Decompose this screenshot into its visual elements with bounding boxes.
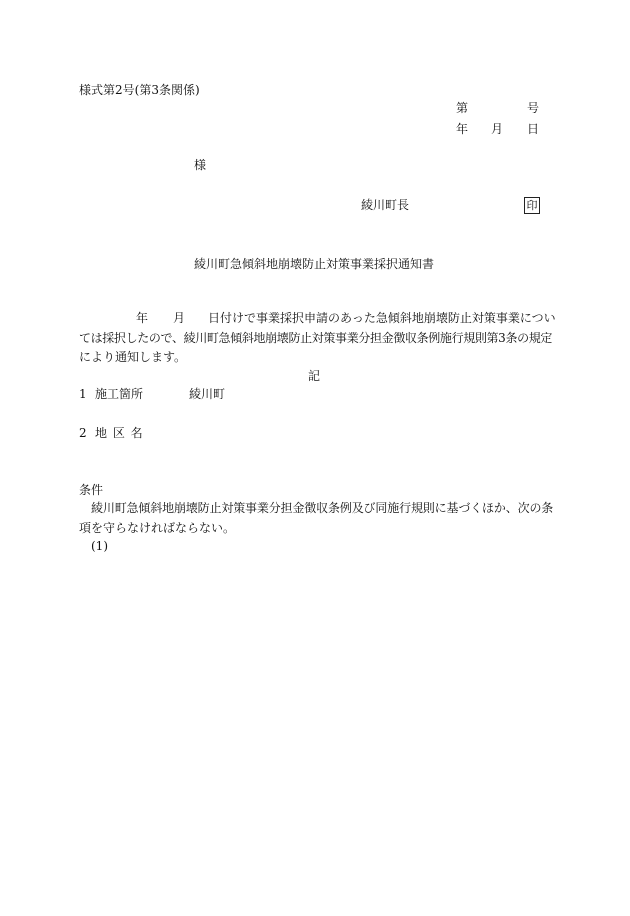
seal-label: 印 <box>526 199 538 212</box>
issue-date-day: 日 <box>527 122 540 136</box>
item-2-number: 2 <box>79 426 87 440</box>
ki-heading: 記 <box>308 369 321 383</box>
item-1-value: 綾川町 <box>189 387 226 401</box>
item-1-number: 1 <box>79 387 87 401</box>
condition-item-1: (1) <box>91 539 108 553</box>
issue-date-year: 年 <box>456 122 469 136</box>
document-number-suffix: 号 <box>527 101 540 115</box>
official-seal <box>524 197 540 214</box>
issuer-name: 綾川町長 <box>361 198 410 212</box>
body-date-year: 年 <box>136 311 149 325</box>
conditions-text-line-1: 綾川町急傾斜地崩壊防止対策事業分担金徴収条例及び同施行規則に基づくほか、次の条 <box>91 501 554 515</box>
body-line-2: ては採択したので、綾川町急傾斜地崩壊防止対策事業分担金徴収条例施行規則第3条の規定 <box>79 331 553 345</box>
body-line-3: により通知します。 <box>79 350 187 364</box>
addressee-honorific: 様 <box>194 158 207 172</box>
conditions-heading: 条件 <box>79 483 104 497</box>
body-line-1: 日付けで事業採択申請のあった急傾斜地崩壊防止対策事業につい <box>208 311 556 325</box>
item-2-label: 地 区 名 <box>95 426 143 440</box>
form-number-label: 様式第2号(第3条関係) <box>79 83 200 97</box>
document-number-prefix: 第 <box>456 101 469 115</box>
issue-date-month: 月 <box>491 122 504 136</box>
conditions-text-line-2: 項を守らなければならない。 <box>79 521 236 535</box>
item-1-label: 施工箇所 <box>95 387 144 401</box>
body-date-month: 月 <box>173 311 186 325</box>
document-title: 綾川町急傾斜地崩壊防止対策事業採択通知書 <box>194 257 435 271</box>
